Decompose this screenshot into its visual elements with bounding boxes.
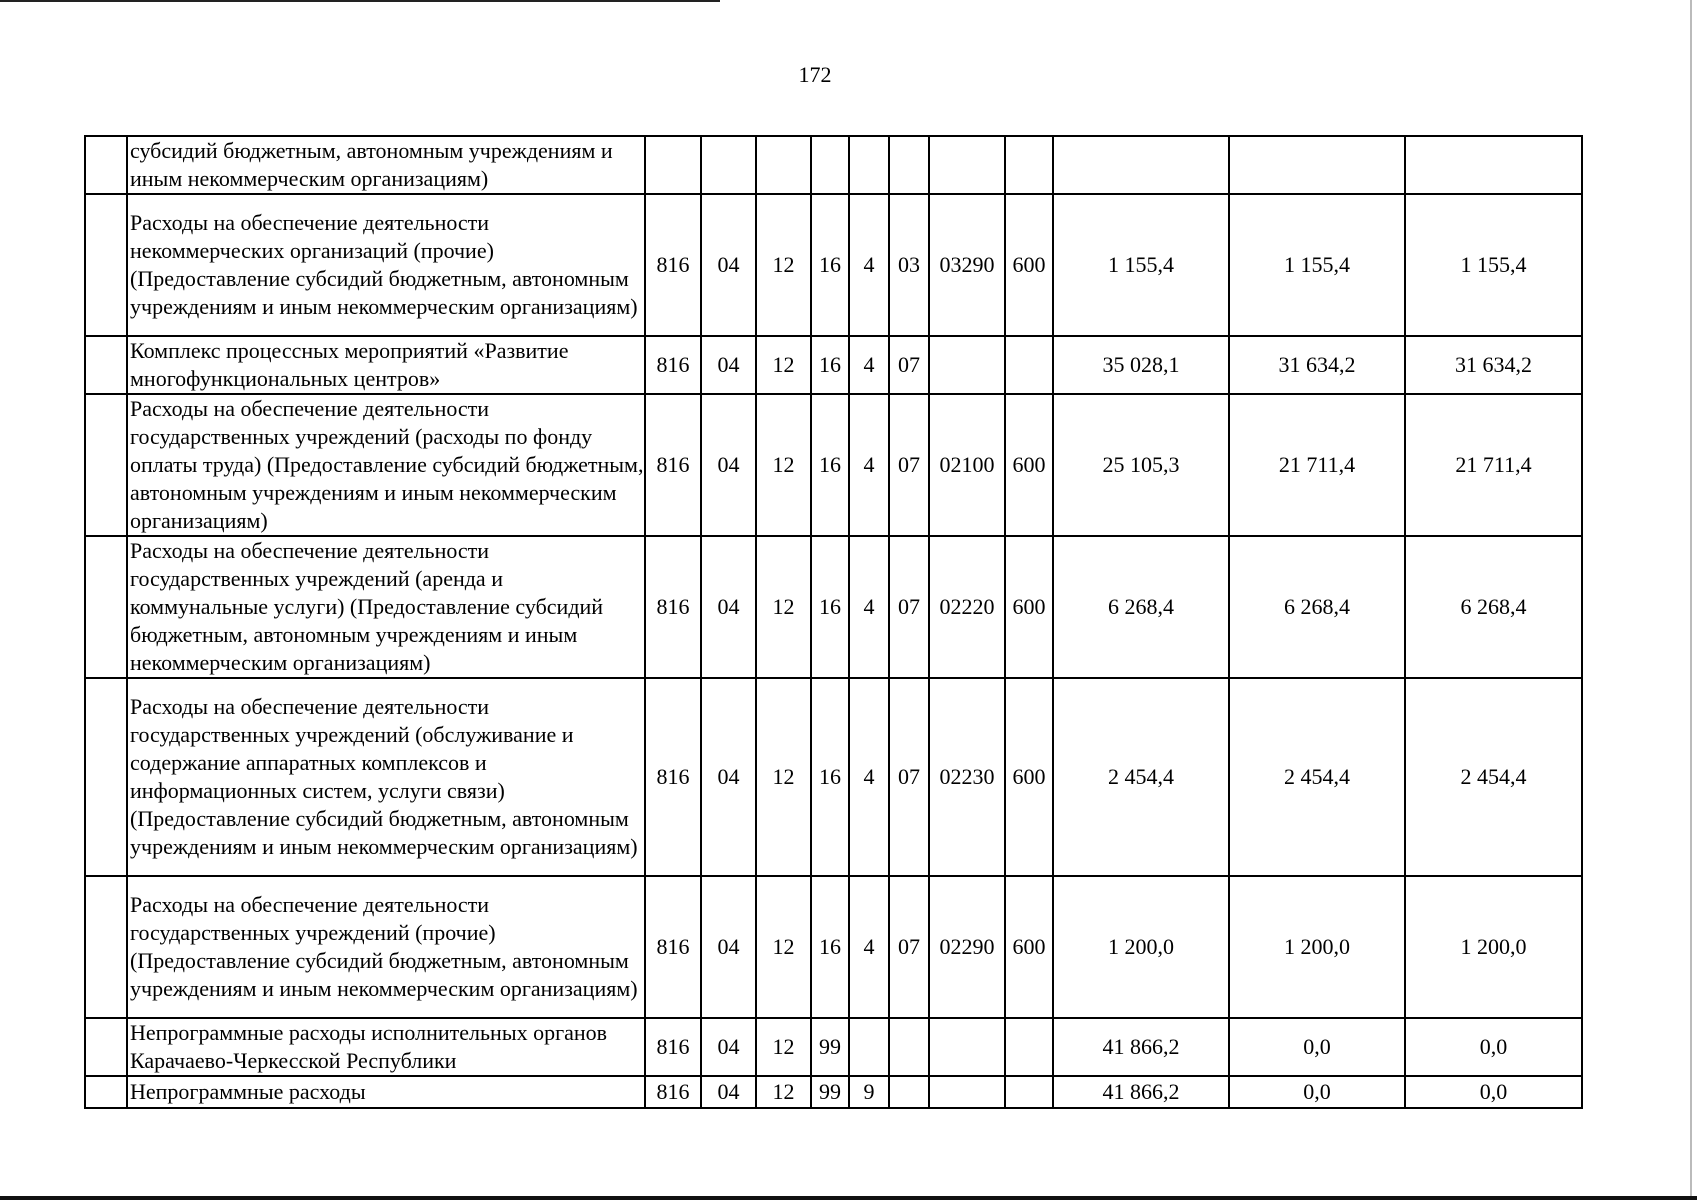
bottom-scan-edge <box>0 1196 1697 1200</box>
cs1-cell: 99 <box>811 1018 849 1076</box>
cs3-cell <box>889 1018 929 1076</box>
pr-cell: 12 <box>756 536 811 678</box>
row-index-cell <box>85 136 127 194</box>
cs2-cell: 4 <box>849 394 889 536</box>
row-name-cell: Расходы на обеспечение деятельности государственных учреждений (обслуживание и содержание аппаратных комплексов и информационных систем, услуги связи) (Предоставление субсидий бюджетным, автономным учреждениям и иным некоммерческим организациям) <box>127 678 645 876</box>
pr-cell: 12 <box>756 336 811 394</box>
year3-cell: 1 155,4 <box>1405 194 1582 336</box>
year3-cell <box>1405 136 1582 194</box>
ved-cell: 816 <box>645 1076 701 1108</box>
rz-cell: 04 <box>701 536 756 678</box>
year3-cell: 31 634,2 <box>1405 336 1582 394</box>
year2-cell: 1 155,4 <box>1229 194 1405 336</box>
table-row <box>85 336 1582 394</box>
year1-cell <box>1053 136 1229 194</box>
ved-cell: 816 <box>645 678 701 876</box>
ved-cell: 816 <box>645 876 701 1018</box>
cs1-cell <box>811 136 849 194</box>
cs3-cell <box>889 1076 929 1108</box>
year1-cell: 25 105,3 <box>1053 394 1229 536</box>
cs2-cell: 4 <box>849 536 889 678</box>
table-row <box>85 536 1582 678</box>
year1-cell: 41 866,2 <box>1053 1018 1229 1076</box>
cs3-cell: 07 <box>889 394 929 536</box>
year1-cell: 2 454,4 <box>1053 678 1229 876</box>
rz-cell: 04 <box>701 876 756 1018</box>
ved-cell: 816 <box>645 336 701 394</box>
top-scan-line <box>0 0 720 2</box>
year3-cell: 6 268,4 <box>1405 536 1582 678</box>
year2-cell: 31 634,2 <box>1229 336 1405 394</box>
vr-cell <box>1005 1018 1053 1076</box>
row-index-cell <box>85 876 127 1018</box>
cs1-cell: 99 <box>811 1076 849 1108</box>
cs3-cell: 07 <box>889 536 929 678</box>
pr-cell: 12 <box>756 1076 811 1108</box>
cs4-cell: 02230 <box>929 678 1005 876</box>
year3-cell: 0,0 <box>1405 1076 1582 1108</box>
year1-cell: 6 268,4 <box>1053 536 1229 678</box>
year2-cell <box>1229 136 1405 194</box>
pr-cell: 12 <box>756 394 811 536</box>
cs2-cell: 4 <box>849 678 889 876</box>
rz-cell: 04 <box>701 336 756 394</box>
row-name-cell: Расходы на обеспечение деятельности государственных учреждений (расходы по фонду оплаты труда) (Предоставление субсидий бюджетным, автономным учреждениям и иным некоммерческим организациям) <box>127 394 645 536</box>
year1-cell: 35 028,1 <box>1053 336 1229 394</box>
table-row <box>85 876 1582 1018</box>
cs4-cell: 03290 <box>929 194 1005 336</box>
year3-cell: 21 711,4 <box>1405 394 1582 536</box>
cs1-cell: 16 <box>811 876 849 1018</box>
cs4-cell <box>929 336 1005 394</box>
cs4-cell <box>929 136 1005 194</box>
cs2-cell <box>849 136 889 194</box>
year2-cell: 1 200,0 <box>1229 876 1405 1018</box>
cs1-cell: 16 <box>811 678 849 876</box>
vr-cell <box>1005 336 1053 394</box>
cs2-cell <box>849 1018 889 1076</box>
rz-cell: 04 <box>701 1076 756 1108</box>
year1-cell: 41 866,2 <box>1053 1076 1229 1108</box>
row-name-cell: субсидий бюджетным, автономным учреждениям и иным некоммерческим организациям) <box>127 136 645 194</box>
vr-cell: 600 <box>1005 678 1053 876</box>
cs1-cell: 16 <box>811 536 849 678</box>
cs1-cell: 16 <box>811 394 849 536</box>
year2-cell: 2 454,4 <box>1229 678 1405 876</box>
table-row <box>85 1076 1582 1108</box>
cs4-cell <box>929 1076 1005 1108</box>
row-name-cell: Непрограммные расходы <box>127 1076 645 1108</box>
row-name-cell: Расходы на обеспечение деятельности некоммерческих организаций (прочие) (Предоставление субсидий бюджетным, автономным учреждениям и иным некоммерческим организациям) <box>127 194 645 336</box>
row-index-cell <box>85 1076 127 1108</box>
row-index-cell <box>85 678 127 876</box>
cs2-cell: 9 <box>849 1076 889 1108</box>
row-index-cell <box>85 194 127 336</box>
cs4-cell: 02220 <box>929 536 1005 678</box>
rz-cell: 04 <box>701 194 756 336</box>
year1-cell: 1 200,0 <box>1053 876 1229 1018</box>
pr-cell: 12 <box>756 1018 811 1076</box>
rz-cell: 04 <box>701 394 756 536</box>
cs3-cell: 07 <box>889 876 929 1018</box>
cs2-cell: 4 <box>849 876 889 1018</box>
table-row <box>85 136 1582 194</box>
year1-cell: 1 155,4 <box>1053 194 1229 336</box>
year2-cell: 21 711,4 <box>1229 394 1405 536</box>
cs3-cell <box>889 136 929 194</box>
cs3-cell: 07 <box>889 678 929 876</box>
row-index-cell <box>85 1018 127 1076</box>
row-index-cell <box>85 394 127 536</box>
pr-cell: 12 <box>756 678 811 876</box>
year3-cell: 0,0 <box>1405 1018 1582 1076</box>
table-row <box>85 678 1582 876</box>
row-index-cell <box>85 536 127 678</box>
rz-cell: 04 <box>701 678 756 876</box>
cs4-cell: 02290 <box>929 876 1005 1018</box>
vr-cell: 600 <box>1005 876 1053 1018</box>
rz-cell <box>701 136 756 194</box>
rz-cell: 04 <box>701 1018 756 1076</box>
vr-cell: 600 <box>1005 394 1053 536</box>
row-index-cell <box>85 336 127 394</box>
cs3-cell: 03 <box>889 194 929 336</box>
pr-cell: 12 <box>756 194 811 336</box>
pr-cell <box>756 136 811 194</box>
vr-cell <box>1005 1076 1053 1108</box>
cs1-cell: 16 <box>811 336 849 394</box>
row-name-cell: Расходы на обеспечение деятельности государственных учреждений (аренда и коммунальные услуги) (Предоставление субсидий бюджетным, автономным учреждениям и иным некоммерческим организациям) <box>127 536 645 678</box>
row-name-cell: Непрограммные расходы исполнительных органов Карачаево-Черкесской Республики <box>127 1018 645 1076</box>
ved-cell <box>645 136 701 194</box>
year2-cell: 0,0 <box>1229 1018 1405 1076</box>
right-scan-line <box>1690 0 1692 1200</box>
ved-cell: 816 <box>645 1018 701 1076</box>
cs3-cell: 07 <box>889 336 929 394</box>
table-row <box>85 394 1582 536</box>
cs2-cell: 4 <box>849 194 889 336</box>
cs4-cell <box>929 1018 1005 1076</box>
cs4-cell: 02100 <box>929 394 1005 536</box>
ved-cell: 816 <box>645 394 701 536</box>
row-name-cell: Расходы на обеспечение деятельности государственных учреждений (прочие) (Предоставление субсидий бюджетным, автономным учреждениям и иным некоммерческим организациям) <box>127 876 645 1018</box>
ved-cell: 816 <box>645 194 701 336</box>
row-name-cell: Комплекс процессных мероприятий «Развитие многофункциональных центров» <box>127 336 645 394</box>
table-body <box>85 136 1582 1108</box>
ved-cell: 816 <box>645 536 701 678</box>
cs2-cell: 4 <box>849 336 889 394</box>
vr-cell: 600 <box>1005 536 1053 678</box>
year3-cell: 1 200,0 <box>1405 876 1582 1018</box>
table-row <box>85 194 1582 336</box>
vr-cell <box>1005 136 1053 194</box>
vr-cell: 600 <box>1005 194 1053 336</box>
pr-cell: 12 <box>756 876 811 1018</box>
page-number: 172 <box>798 62 832 87</box>
table-row <box>85 1018 1582 1076</box>
budget-table <box>84 135 1583 1109</box>
year2-cell: 6 268,4 <box>1229 536 1405 678</box>
year2-cell: 0,0 <box>1229 1076 1405 1108</box>
year3-cell: 2 454,4 <box>1405 678 1582 876</box>
cs1-cell: 16 <box>811 194 849 336</box>
